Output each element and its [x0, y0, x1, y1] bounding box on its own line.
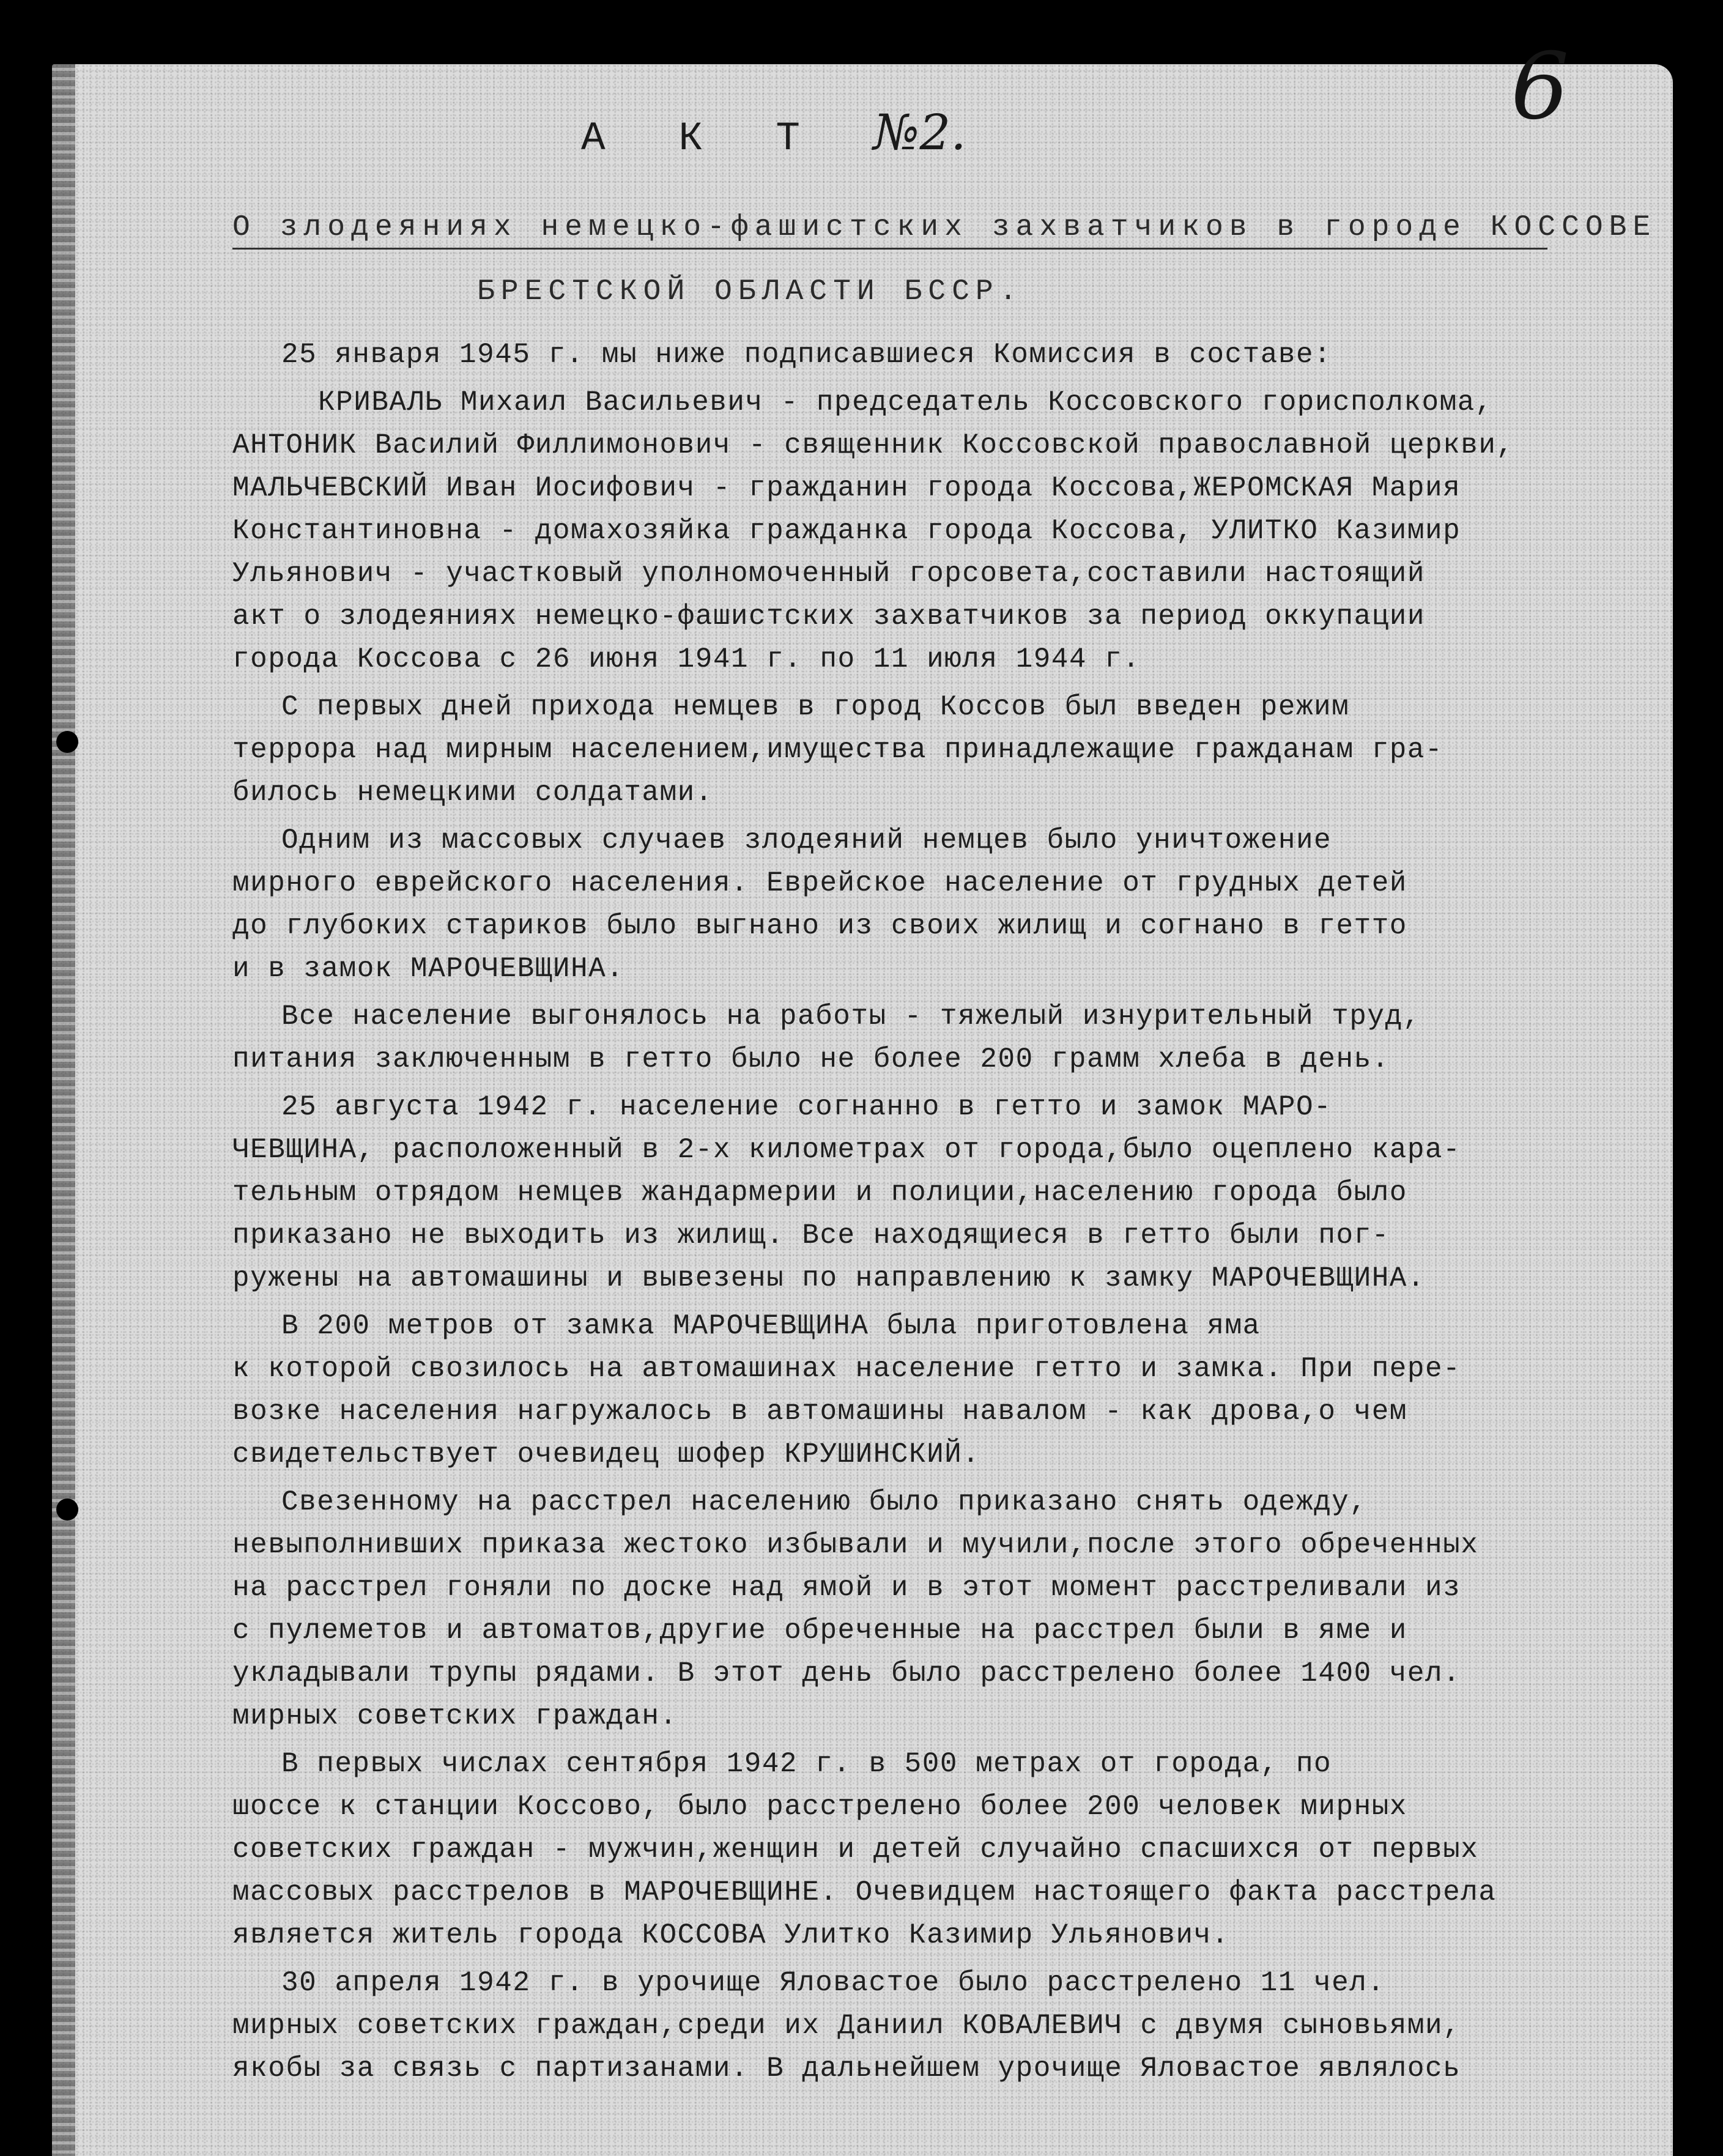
- text-line: С первых дней прихода немцев в город Коссов был введен режим: [281, 691, 1350, 723]
- title-number: №2.: [873, 104, 966, 161]
- paragraph: [183, 819, 1694, 990]
- text-line: приказано не выходить из жилищ. Все находящиеся в гетто были пог-: [232, 1220, 1390, 1251]
- document-body: [183, 333, 1694, 2095]
- text-line: МАЛЬЧЕВСКИЙ Иван Иосифович - гражданин города Коссова,ЖЕРОМСКАЯ Мария: [232, 472, 1461, 504]
- text-line: 25 августа 1942 г. население согнанно в гетто и замок МАРО-: [281, 1091, 1332, 1123]
- document-subtitle-line-2: БРЕСТСКОЙ ОБЛАСТИ БССР.: [477, 275, 1023, 308]
- text-line: Свезенному на расстрел населению было приказано снять одежду,: [281, 1486, 1368, 1518]
- binding-hole-top: [56, 731, 78, 753]
- text-line: террора над мирным населением,имущества принадлежащие гражданам гра-: [232, 734, 1443, 766]
- document-title: [581, 104, 966, 161]
- paragraph: [183, 686, 1694, 814]
- paragraph: [183, 381, 1694, 681]
- text-line: мирного еврейского населения. Еврейское население от грудных детей: [232, 867, 1407, 899]
- text-line: тельным отрядом немцев жандармерии и полиции,населению города было: [232, 1177, 1407, 1209]
- paragraph: [183, 1743, 1694, 1957]
- text-line: акт о злодеяниях немецко-фашистских захватчиков за период оккупации: [232, 601, 1426, 632]
- text-line: шоссе к станции Коссово, было расстрелено более 200 человек мирных: [232, 1791, 1407, 1823]
- text-line: билось немецкими солдатами.: [232, 777, 713, 809]
- text-line: с пулеметов и автоматов,другие обреченные на расстрел были в яме и: [232, 1615, 1407, 1647]
- text-line: В первых числах сентября 1942 г. в 500 метрах от города, по: [281, 1748, 1332, 1780]
- text-line: советских граждан - мужчин,женщин и детей случайно спасшихся от первых: [232, 1834, 1479, 1865]
- paragraph: [183, 1962, 1694, 2090]
- text-line: невыполнивших приказа жестоко избывали и мучили,после этого обреченных: [232, 1529, 1479, 1561]
- paragraph: [183, 995, 1694, 1081]
- text-line: на расстрел гоняли по доске над ямой и в этот момент расстреливали из: [232, 1572, 1461, 1604]
- paragraph: [183, 1086, 1694, 1300]
- text-line: возке населения нагружалось в автомашины навалом - как дрова,о чем: [232, 1396, 1407, 1428]
- text-line: КРИВАЛЬ Михаил Васильевич - председатель Коссовского горисполкома,: [318, 387, 1493, 418]
- text-line: укладывали трупы рядами. В этот день было расстрелено более 1400 чел.: [232, 1658, 1461, 1689]
- text-line: Одним из массовых случаев злодеяний немцев было уничтожение: [281, 824, 1332, 856]
- text-line: ЧЕВЩИНА, расположенный в 2-х километрах от города,было оцеплено кара-: [232, 1134, 1461, 1166]
- torn-left-edge: [52, 64, 75, 2156]
- text-line: мирных советских граждан.: [232, 1700, 678, 1732]
- text-line: В 200 метров от замка МАРОЧЕВЩИНА была приготовлена яма: [281, 1310, 1261, 1342]
- text-line: к которой свозилось на автомашинах население гетто и замка. При пере-: [232, 1353, 1461, 1385]
- document-subtitle-line-1: О злодеяниях немецко-фашистских захватчиков в городе КОССОВЕ: [232, 211, 1547, 250]
- text-line: и в замок МАРОЧЕВЩИНА.: [232, 953, 624, 985]
- text-line: АНТОНИК Василий Филлимонович - священник Коссовской православной церкви,: [232, 429, 1514, 461]
- text-line: ружены на автомашины и вывезены по направлению к замку МАРОЧЕВЩИНА.: [232, 1262, 1426, 1294]
- text-line: является житель города КОССОВА Улитко Казимир Ульянович.: [232, 1919, 1229, 1951]
- text-line: Все население выгонялось на работы - тяжелый изнурительный труд,: [281, 1001, 1421, 1032]
- text-line: до глубоких стариков было выгнано из своих жилищ и согнано в гетто: [232, 910, 1407, 942]
- text-line: 25 января 1945 г. мы ниже подписавшиеся Комиссия в составе:: [281, 339, 1332, 371]
- text-line: свидетельствует очевидец шофер КРУШИНСКИЙ.: [232, 1439, 980, 1470]
- text-line: мирных советских граждан,среди их Даниил КОВАЛЕВИЧ с двумя сыновьями,: [232, 2010, 1461, 2042]
- text-line: якобы за связь с партизанами. В дальнейшем урочище Яловастое являлось: [232, 2053, 1461, 2084]
- binding-hole-bottom: [56, 1498, 78, 1521]
- handwritten-page-number: 6: [1511, 34, 1569, 140]
- paragraph: [183, 1481, 1694, 1738]
- text-line: Константиновна - домахозяйка гражданка города Коссова, УЛИТКО Казимир: [232, 515, 1461, 547]
- title-text: А К Т: [581, 116, 825, 161]
- text-line: города Коссова с 26 июня 1941 г. по 11 июля 1944 г.: [232, 643, 1141, 675]
- paragraph: [183, 333, 1694, 376]
- text-line: массовых расстрелов в МАРОЧЕВЩИНЕ. Очевидцем настоящего факта расстрела: [232, 1876, 1497, 1908]
- paragraph: [183, 1305, 1694, 1476]
- text-line: Ульянович - участковый уполномоченный горсовета,составили настоящий: [232, 558, 1426, 590]
- text-line: питания заключенным в гетто было не более 200 грамм хлеба в день.: [232, 1043, 1390, 1075]
- text-line: 30 апреля 1942 г. в урочище Яловастое было расстрелено 11 чел.: [281, 1967, 1385, 1999]
